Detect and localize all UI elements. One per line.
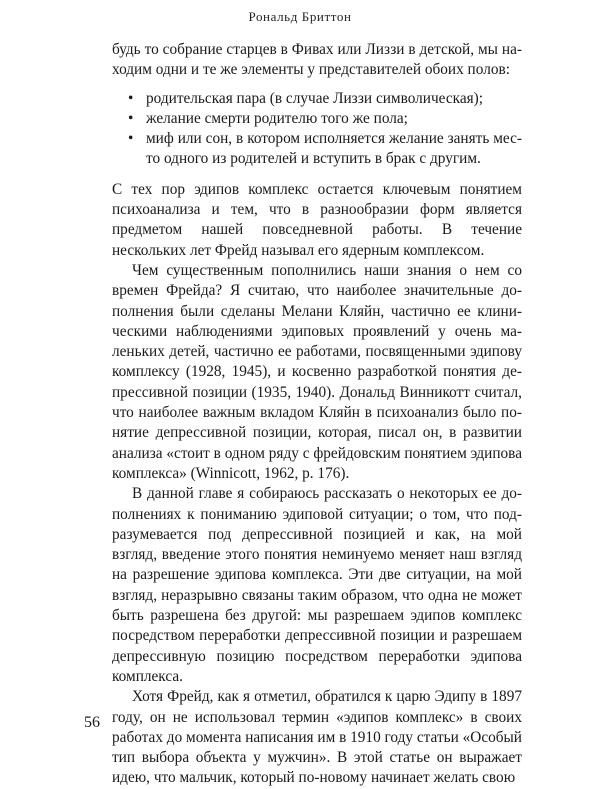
paragraph: С тех пор эдипов комплекс остается ключевым понятием психоанализа и тем, что в разнообразии форм является предметом нашей повседневной работы. В течение нескольких лет Фрейд называл его ядерным комплексом. <box>112 180 522 259</box>
bullet-item-text: родительская пара (в случае Лиззи символическая); <box>146 89 484 107</box>
bullet-item <box>126 89 522 109</box>
page-number: 56 <box>84 714 100 731</box>
intro-paragraph: будь то собрание старцев в Фивах или Лиззи в детской, мы находим одни и те же элементы у представителей обоих полов: <box>112 41 522 79</box>
paragraph: В данной главе я собираюсь рассказать о некоторых ее дополнениях к пониманию эдиповой ситуации; о том, что подразумевается под депрессивной позицией и как, на мой взгляд, введение этого понятия неминуемо меняет наш взгляд на разрешение эдипова комплекса. Эти две ситуации, на мой взгляд, неразрывно связаны таким образом, что одна не может быть разрешена без другой: мы разрешаем эдипов комплекс посредством переработки депрессивной позиции и разрешаем депрессивную позицию посредством переработки эдипова комплекса. <box>112 485 522 685</box>
bullet-item <box>126 109 522 129</box>
paragraph: Чем существенным пополнились наши знания о нем со времен Фрейда? Я считаю, что наиболее значительные дополнения были сделаны Мелани Кляйн, частично ее клиническими наблюдениями эдиповых проявлений у очень маленьких детей, частично ее работами, посвященными эдипову комплексу (1928, 1945), и косвенно разработкой понятия депрессивной позиции (1935, 1940). Дональд Винникотт считал, что наиболее важным вкладом Кляйн в психоанализ было понятие депрессивной позиции, которая, писал он, в развитии анализа «стоит в одном ряду с фрейдовским понятием эдипова комплекса» (Winnicott, 1962, p. 176). <box>112 261 522 482</box>
bullet-marker: • <box>128 130 134 148</box>
bullet-list <box>112 89 522 170</box>
paragraph: Хотя Фрейд, как я отметил, обратился к царю Эдипу в 1897 году, он не использовал термин «эдипов комплекс» в своих работах до момента написания им в 1910 году статьи «Особый тип выбора объекта у мужчин». В этой статье он выражает идею, что мальчик, который по-новому начинает желать свою <box>112 688 522 787</box>
bullet-item-text: желание смерти родителю того же пола; <box>146 109 408 127</box>
body-text <box>112 40 522 789</box>
bullet-item-text: миф или сон, в котором исполняется желание занять место одного из родителей и вступить в брак с другим. <box>146 130 522 168</box>
bullet-marker: • <box>128 109 134 127</box>
running-head: Рональд Бриттон <box>248 9 352 24</box>
bullet-marker: • <box>128 89 134 107</box>
bullet-item <box>126 129 522 170</box>
